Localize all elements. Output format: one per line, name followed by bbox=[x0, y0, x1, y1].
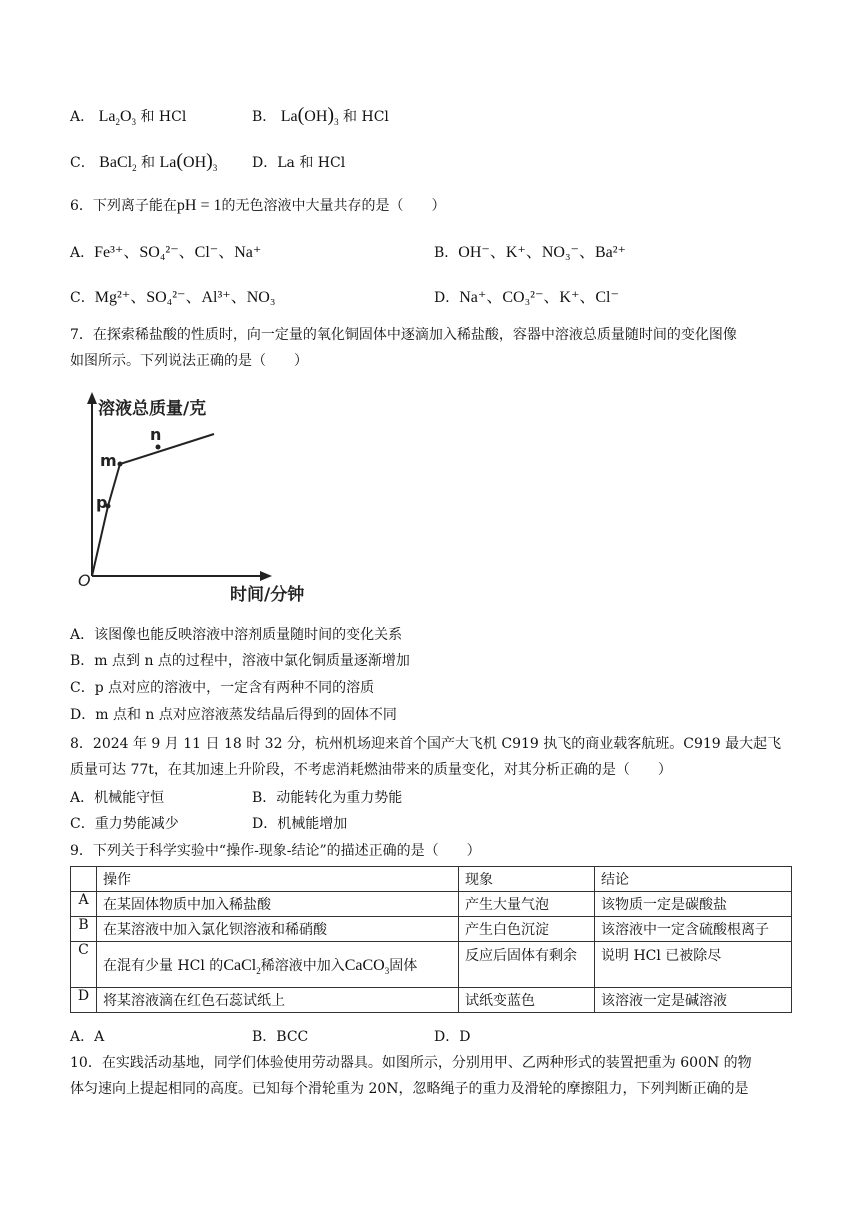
q5-a-formula: $La_2O_3$ bbox=[98, 108, 137, 128]
row-conclusion: 该物质一定是碳酸盐 bbox=[595, 892, 792, 917]
op-post: 固体 bbox=[389, 957, 418, 974]
q8-option-a: A．机械能守恒 bbox=[70, 790, 165, 806]
q9-table bbox=[70, 866, 792, 1013]
q6-c-label: C． bbox=[70, 290, 95, 306]
header-conclusion: 结论 bbox=[595, 867, 792, 892]
q7-option-c: C．p 点对应的溶液中，一定含有两种不同的溶质 bbox=[70, 680, 375, 696]
q6-option-d bbox=[434, 289, 619, 307]
row-conclusion: 该溶液中一定含硫酸根离子 bbox=[595, 917, 792, 942]
q6-option-a bbox=[70, 244, 261, 262]
cacl: CaCl bbox=[223, 956, 257, 974]
q6-stem bbox=[70, 197, 446, 215]
row-label: C bbox=[71, 942, 97, 988]
point-m-label: m bbox=[100, 451, 117, 470]
q5-b-label: B． bbox=[252, 109, 277, 125]
point-m-dot bbox=[118, 462, 123, 467]
point-n-label: n bbox=[150, 425, 162, 444]
q5-option-c bbox=[70, 152, 217, 172]
x-axis-arrow bbox=[260, 571, 272, 581]
y-axis-label: 溶液总质量/克 bbox=[98, 399, 207, 419]
y-axis-arrow bbox=[87, 392, 97, 404]
q5-a-la: La bbox=[98, 108, 116, 125]
caco: CaCO bbox=[344, 956, 385, 974]
q5-c-formula: BaCl$_2$ bbox=[99, 154, 137, 174]
row-label: D bbox=[71, 988, 97, 1013]
point-n-dot bbox=[156, 445, 161, 450]
q7-option-d: D．m 点和 n 点对应溶液蒸发结晶后得到的固体不同 bbox=[70, 707, 397, 723]
q5-b-and: 和 HCl bbox=[343, 109, 389, 125]
table-row bbox=[71, 892, 792, 917]
table-row bbox=[71, 988, 792, 1013]
q6-a-text: Fe³⁺、SO₄²⁻、Cl⁻、Na⁺ bbox=[94, 244, 262, 261]
row-operation: 在某固体物质中加入稀盐酸 bbox=[97, 892, 459, 917]
q5-a-and: 和 HCl bbox=[140, 109, 187, 125]
q5-a-label: A． bbox=[70, 109, 95, 125]
q7-option-a: A．该图像也能反映溶液中溶剂质量随时间的变化关系 bbox=[70, 627, 403, 643]
q5-c-la: La bbox=[159, 154, 177, 171]
q7-stem-line1: 7．在探索稀盐酸的性质时，向一定量的氧化铜固体中逐滴加入稀盐酸，容器中溶液总质量随时间的变化图像 bbox=[70, 327, 737, 343]
q6-d-text: Na⁺、CO₃²⁻、K⁺、Cl⁻ bbox=[459, 289, 619, 306]
q8-option-d: D．机械能增加 bbox=[252, 816, 348, 832]
q6-stem-post: 的无色溶液中大量共存的是（ ） bbox=[221, 198, 446, 214]
q7-graph bbox=[70, 390, 330, 610]
row-label: B bbox=[71, 917, 97, 942]
header-operation: 操作 bbox=[97, 867, 459, 892]
header-label bbox=[71, 867, 97, 892]
caco3-formula: CaCO$_3$ bbox=[344, 956, 390, 976]
row-phenomenon: 反应后固体有剩余 bbox=[459, 942, 595, 988]
table-header-row bbox=[71, 867, 792, 892]
row-phenomenon: 试纸变蓝色 bbox=[459, 988, 595, 1013]
row-phenomenon: 产生大量气泡 bbox=[459, 892, 595, 917]
q5-c-and: 和 bbox=[141, 155, 156, 171]
q6-b-label: B． bbox=[434, 245, 459, 261]
q5-c-oh: OH bbox=[183, 154, 207, 171]
point-p-label: p bbox=[96, 493, 108, 512]
x-axis-label: 时间/分钟 bbox=[230, 585, 305, 605]
q6-c-text: Mg²⁺、SO₄²⁻、Al³⁺、NO₃ bbox=[94, 289, 276, 306]
row-conclusion: 该溶液一定是碱溶液 bbox=[595, 988, 792, 1013]
cacl2-formula: CaCl$_2$ bbox=[223, 956, 261, 976]
q7-stem-line2: 如图所示。下列说法正确的是（ ） bbox=[70, 353, 308, 369]
q5-option-d bbox=[252, 154, 345, 172]
q6-d-label: D． bbox=[434, 290, 460, 306]
row-phenomenon: 产生白色沉淀 bbox=[459, 917, 595, 942]
q8-option-b: B．动能转化为重力势能 bbox=[252, 790, 403, 806]
row-label: A bbox=[71, 892, 97, 917]
q5-c-label: C． bbox=[70, 155, 95, 171]
q9-stem: 9．下列关于科学实验中“操作-现象-结论”的描述正确的是（ ） bbox=[70, 843, 481, 859]
q5-c-bacl: BaCl bbox=[99, 154, 133, 171]
q6-stem-ph: pH = 1 bbox=[176, 197, 222, 214]
q6-option-b bbox=[434, 244, 626, 262]
table-row bbox=[71, 917, 792, 942]
table-row bbox=[71, 942, 792, 988]
q5-a-o: O bbox=[119, 108, 132, 125]
q6-stem-pre: 6．下列离子能在 bbox=[70, 198, 177, 214]
q8-stem-line2: 质量可达 77t，在其加速上升阶段，不考虑消耗燃油带来的质量变化，对其分析正确的是（ ） bbox=[70, 762, 672, 778]
origin-label: O bbox=[78, 571, 91, 590]
q7-option-b: B．m 点到 n 点的过程中，溶液中氯化铜质量逐渐增加 bbox=[70, 653, 410, 669]
q5-d-label: D． bbox=[252, 155, 278, 171]
q5-b-la: La bbox=[280, 108, 298, 125]
q8-option-c: C．重力势能减少 bbox=[70, 816, 179, 832]
q8-stem-line1: 8．2024 年 9 月 11 日 18 时 32 分，杭州机场迎来首个国产大飞机 C919 执飞的商业载客航班。C919 最大起飞 bbox=[70, 736, 782, 752]
op-pre: 在混有少量 HCl 的 bbox=[103, 957, 224, 974]
q6-b-text: OH⁻、K⁺、NO₃⁻、Ba²⁺ bbox=[458, 244, 627, 261]
q5-c-formula2: $La(OH)_3$ bbox=[159, 150, 218, 174]
q9-option-a: A．A bbox=[70, 1029, 105, 1045]
q10-stem-line1: 10．在实践活动基地，同学们体验使用劳动器具。如图所示，分别用甲、乙两种形式的装置把重为 600N 的物 bbox=[70, 1055, 752, 1071]
q5-b-formula: $La(OH)_3$ bbox=[280, 104, 339, 128]
row-operation: 在某溶液中加入氯化钡溶液和稀硝酸 bbox=[97, 917, 459, 942]
q9-option-b: B．BCC bbox=[252, 1029, 309, 1045]
q6-a-label: A． bbox=[70, 245, 95, 261]
row-operation bbox=[97, 942, 459, 988]
q6-option-c bbox=[70, 289, 275, 307]
q5-d-text: La 和 HCl bbox=[277, 155, 346, 171]
op-mid: 稀溶液中加入 bbox=[260, 957, 345, 974]
q5-b-oh: OH bbox=[304, 108, 328, 125]
row-conclusion: 说明 HCl 已被除尽 bbox=[595, 942, 792, 988]
q5-option-a bbox=[70, 108, 186, 126]
row-operation: 将某溶液滴在红色石蕊试纸上 bbox=[97, 988, 459, 1013]
q10-stem-line2: 体匀速向上提起相同的高度。已知每个滑轮重为 20N，忽略绳子的重力及滑轮的摩擦阻力，下列判断正确的是 bbox=[70, 1081, 749, 1097]
q5-option-b bbox=[252, 106, 389, 126]
header-phenomenon: 现象 bbox=[459, 867, 595, 892]
q9-option-d: D．D bbox=[434, 1029, 471, 1045]
